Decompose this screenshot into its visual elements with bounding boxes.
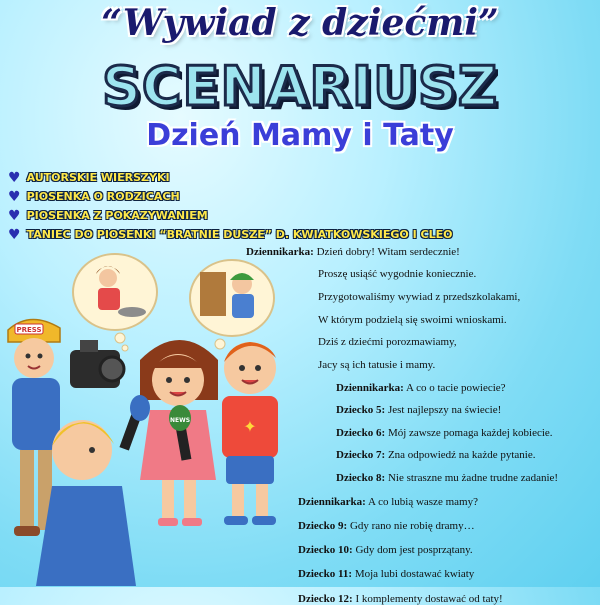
press-label: PRESS bbox=[16, 326, 42, 334]
script-line: Dziecko 5: Jest najlepszy na świecie! bbox=[336, 404, 502, 416]
feature-item: ♥ AUTORSKIE WIERSZYKI bbox=[8, 169, 170, 186]
features-list bbox=[8, 168, 452, 244]
script-line: Dziecko 10: Gdy dom jest posprzątany. bbox=[298, 544, 473, 556]
children-interview-illustration bbox=[0, 250, 290, 587]
script-line: Dziecko 6: Mój zawsze pomaga każdej kobiecie. bbox=[336, 427, 553, 439]
quote-title: “Wywiad z dziećmi” bbox=[101, 2, 499, 44]
script-line: Dziecko 8: Nie straszne mu żadne trudne zadanie! bbox=[336, 472, 559, 484]
feature-item: ♥ TANIEC DO PIOSENKI “BRATNIE DUSZE” D. KWIATKOWSKIEGO I CLEO bbox=[8, 226, 453, 243]
script-line: Proszę usiąść wygodnie koniecznie. bbox=[318, 268, 477, 280]
heart-icon: ♥ bbox=[8, 226, 21, 243]
news-label: NEWS bbox=[169, 417, 191, 424]
script-line: Dziennikarka: Dzień dobry! Witam serdecznie! bbox=[246, 246, 460, 258]
boy-figure bbox=[222, 342, 278, 525]
script-line: Dziś z dziećmi porozmawiamy, bbox=[318, 336, 457, 348]
subtitle: Dzień Mamy i Taty bbox=[146, 118, 454, 153]
heart-icon: ♥ bbox=[8, 169, 21, 186]
star-icon: ✦ bbox=[243, 419, 257, 436]
script-line: Dziecko 7: Zna odpowiedź na każde pytanie. bbox=[336, 449, 536, 461]
dad-thought-bubble bbox=[190, 260, 274, 349]
script-line: Jacy są ich tatusie i mamy. bbox=[318, 359, 436, 371]
script-line: Dziecko 11: Moja lubi dostawać kwiaty bbox=[298, 568, 475, 580]
script-line: Dziennikarka: A co o tacie powiecie? bbox=[336, 382, 506, 394]
script-line: Przygotowaliśmy wywiad z przedszkolakami, bbox=[318, 291, 521, 303]
heart-icon: ♥ bbox=[8, 188, 21, 205]
script-line: W którym podzielą się swoimi wnioskami. bbox=[318, 314, 507, 326]
script-line: Dziecko 9: Gdy rano nie robię dramy… bbox=[298, 520, 475, 532]
script-line: Dziecko 12: I komplementy dostawać od taty! bbox=[298, 593, 503, 605]
heart-icon: ♥ bbox=[8, 207, 21, 224]
feature-item: ♥ PIOSENKA Z POKAZYWANIEM bbox=[8, 207, 208, 224]
feature-item: ♥ PIOSENKA O RODZICACH bbox=[8, 188, 180, 205]
mom-thought-bubble bbox=[73, 254, 157, 351]
script-line: Dziennikarka: A co lubią wasze mamy? bbox=[298, 496, 478, 508]
main-title: SCENARIUSZ bbox=[102, 55, 498, 118]
